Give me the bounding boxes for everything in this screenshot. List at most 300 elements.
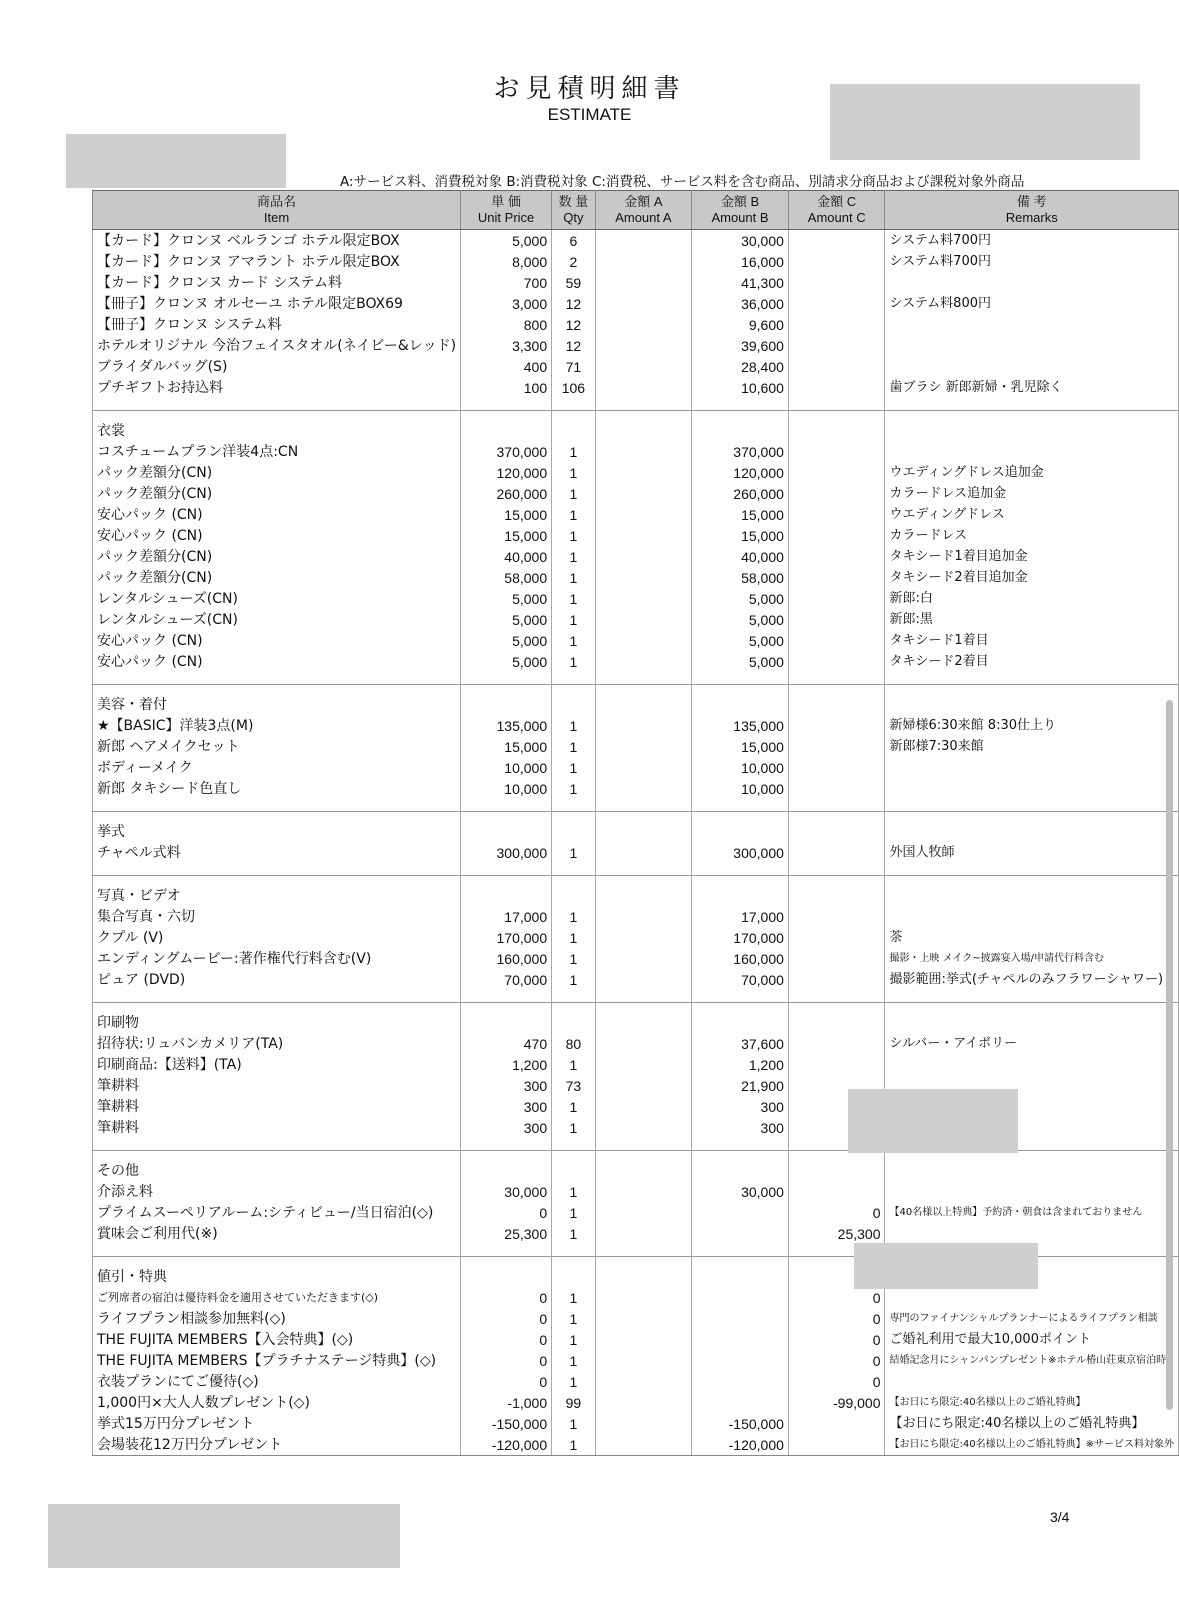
empty-cell bbox=[552, 863, 596, 876]
empty-cell bbox=[788, 990, 885, 1003]
empty-cell bbox=[692, 411, 789, 442]
amount-c bbox=[788, 356, 885, 377]
item-name: ライフプラン相談参加無料(◇) bbox=[93, 1308, 461, 1329]
empty-cell bbox=[93, 398, 461, 411]
amount-b: 36,000 bbox=[692, 293, 789, 314]
remarks bbox=[885, 757, 1179, 778]
remarks: カラードレス追加金 bbox=[885, 483, 1179, 504]
amount-c: 0 bbox=[788, 1202, 885, 1223]
item-name: 筆耕料 bbox=[93, 1117, 461, 1138]
table-row bbox=[93, 609, 1179, 630]
empty-cell bbox=[461, 812, 552, 843]
table-row bbox=[93, 1350, 1179, 1371]
empty-cell bbox=[552, 1003, 596, 1034]
empty-cell bbox=[788, 672, 885, 685]
amount-c: 25,300 bbox=[788, 1223, 885, 1244]
unit-price: 700 bbox=[461, 272, 552, 293]
amount-c bbox=[788, 927, 885, 948]
amount-a bbox=[595, 462, 691, 483]
amount-c bbox=[788, 842, 885, 863]
remarks: タキシード1着目 bbox=[885, 630, 1179, 651]
scrollbar[interactable] bbox=[1166, 700, 1173, 1410]
empty-cell bbox=[788, 812, 885, 843]
amount-c bbox=[788, 441, 885, 462]
table-row bbox=[93, 588, 1179, 609]
quantity: 1 bbox=[552, 1287, 596, 1308]
item-name: レンタルシューズ(CN) bbox=[93, 609, 461, 630]
amount-a bbox=[595, 927, 691, 948]
unit-price: 800 bbox=[461, 314, 552, 335]
header-unit-price bbox=[461, 191, 552, 230]
empty-cell bbox=[461, 1151, 552, 1182]
amount-a bbox=[595, 1287, 691, 1308]
amount-c bbox=[788, 504, 885, 525]
unit-price: 0 bbox=[461, 1308, 552, 1329]
quantity: 80 bbox=[552, 1033, 596, 1054]
amount-a bbox=[595, 1308, 691, 1329]
item-name: 【カード】クロンヌ カード システム料 bbox=[93, 272, 461, 293]
item-name: プチギフトお持込料 bbox=[93, 377, 461, 398]
empty-cell bbox=[692, 1244, 789, 1257]
amount-b bbox=[692, 1202, 789, 1223]
table-row bbox=[93, 483, 1179, 504]
item-name: チャペル式料 bbox=[93, 842, 461, 863]
quantity: 1 bbox=[552, 588, 596, 609]
amount-b bbox=[692, 1371, 789, 1392]
unit-price: 120,000 bbox=[461, 462, 552, 483]
header-en: Amount A bbox=[615, 210, 672, 225]
table-row bbox=[93, 1329, 1179, 1350]
table-row bbox=[93, 356, 1179, 377]
unit-price: 5,000 bbox=[461, 230, 552, 252]
amount-c bbox=[788, 525, 885, 546]
empty-cell bbox=[461, 398, 552, 411]
amount-b: 15,000 bbox=[692, 504, 789, 525]
unit-price: 300 bbox=[461, 1117, 552, 1138]
unit-price: 40,000 bbox=[461, 546, 552, 567]
page-number: 3/4 bbox=[1050, 1509, 1070, 1525]
amount-a bbox=[595, 906, 691, 927]
header-jp: 金額 B bbox=[720, 194, 760, 209]
empty-cell bbox=[93, 863, 461, 876]
unit-price: 3,000 bbox=[461, 293, 552, 314]
header-item bbox=[93, 191, 461, 230]
remarks: ウエディングドレス追加金 bbox=[885, 462, 1179, 483]
quantity: 2 bbox=[552, 251, 596, 272]
table-row bbox=[93, 927, 1179, 948]
amount-b: 5,000 bbox=[692, 609, 789, 630]
amount-a bbox=[595, 230, 691, 252]
item-name: 安心パック (CN) bbox=[93, 651, 461, 672]
empty-cell bbox=[552, 685, 596, 716]
remarks bbox=[885, 272, 1179, 293]
unit-price: 15,000 bbox=[461, 504, 552, 525]
quantity: 71 bbox=[552, 356, 596, 377]
amount-c bbox=[788, 1054, 885, 1075]
quantity: 1 bbox=[552, 1117, 596, 1138]
table-header-row bbox=[93, 191, 1179, 230]
quantity: 1 bbox=[552, 1413, 596, 1434]
remarks: システム料800円 bbox=[885, 293, 1179, 314]
table-row bbox=[93, 546, 1179, 567]
unit-price: 0 bbox=[461, 1371, 552, 1392]
empty-cell bbox=[692, 1257, 789, 1288]
unit-price: 17,000 bbox=[461, 906, 552, 927]
empty-cell bbox=[595, 863, 691, 876]
empty-cell bbox=[788, 1151, 885, 1182]
amount-a bbox=[595, 736, 691, 757]
amount-a bbox=[595, 356, 691, 377]
amount-a bbox=[595, 567, 691, 588]
redacted-block-bottom-left bbox=[48, 1504, 400, 1568]
amount-b: 370,000 bbox=[692, 441, 789, 462]
amount-a bbox=[595, 483, 691, 504]
header-qty bbox=[552, 191, 596, 230]
section-title: 写真・ビデオ bbox=[93, 876, 461, 907]
amount-c bbox=[788, 715, 885, 736]
item-name: エンディングムービー:著作権代行料含む(V) bbox=[93, 948, 461, 969]
amount-b: 16,000 bbox=[692, 251, 789, 272]
amount-a bbox=[595, 1117, 691, 1138]
header-en: Amount B bbox=[711, 210, 769, 225]
quantity: 1 bbox=[552, 441, 596, 462]
table-row bbox=[93, 293, 1179, 314]
amount-a bbox=[595, 948, 691, 969]
unit-price: 70,000 bbox=[461, 969, 552, 990]
quantity: 1 bbox=[552, 630, 596, 651]
amount-a bbox=[595, 1413, 691, 1434]
item-name: 印刷商品:【送料】(TA) bbox=[93, 1054, 461, 1075]
remarks: 専門のファイナンシャルプランナーによるライフプラン相談 bbox=[885, 1308, 1179, 1329]
quantity: 1 bbox=[552, 1371, 596, 1392]
header-jp: 数 量 bbox=[558, 194, 589, 209]
table-row bbox=[93, 630, 1179, 651]
amount-c bbox=[788, 1413, 885, 1434]
remarks bbox=[885, 1181, 1179, 1202]
header-jp: 備 考 bbox=[1016, 194, 1047, 209]
remarks bbox=[885, 356, 1179, 377]
item-name: 会場装花12万円分プレゼント bbox=[93, 1434, 461, 1456]
amount-a bbox=[595, 1096, 691, 1117]
item-name: 集合写真・六切 bbox=[93, 906, 461, 927]
section-title: 印刷物 bbox=[93, 1003, 461, 1034]
table-row bbox=[93, 1287, 1179, 1308]
document-subtitle: ESTIMATE bbox=[547, 105, 632, 124]
empty-cell bbox=[595, 685, 691, 716]
table-row bbox=[93, 462, 1179, 483]
table-row bbox=[93, 736, 1179, 757]
amount-a bbox=[595, 1392, 691, 1413]
amount-c bbox=[788, 462, 885, 483]
unit-price: 5,000 bbox=[461, 630, 552, 651]
empty-cell bbox=[595, 1257, 691, 1288]
item-name: ボディーメイク bbox=[93, 757, 461, 778]
item-name: 【カード】クロンヌ ベルランゴ ホテル限定BOX bbox=[93, 230, 461, 252]
empty-cell bbox=[788, 685, 885, 716]
item-name: レンタルシューズ(CN) bbox=[93, 588, 461, 609]
amount-b: 120,000 bbox=[692, 462, 789, 483]
amount-b: 41,300 bbox=[692, 272, 789, 293]
table-row bbox=[93, 1308, 1179, 1329]
header-en: Amount C bbox=[807, 210, 866, 225]
amount-a bbox=[595, 757, 691, 778]
item-name: コスチュームプラン洋装4点:CN bbox=[93, 441, 461, 462]
amount-a bbox=[595, 842, 691, 863]
amount-a bbox=[595, 778, 691, 799]
item-name: ブライダルバッグ(S) bbox=[93, 356, 461, 377]
unit-price: 5,000 bbox=[461, 651, 552, 672]
remarks: タキシード2着目追加金 bbox=[885, 567, 1179, 588]
amount-a bbox=[595, 969, 691, 990]
table-row bbox=[93, 1434, 1179, 1456]
amount-c bbox=[788, 969, 885, 990]
item-name: 介添え料 bbox=[93, 1181, 461, 1202]
amount-b: 300,000 bbox=[692, 842, 789, 863]
unit-price: 135,000 bbox=[461, 715, 552, 736]
amount-c bbox=[788, 630, 885, 651]
table-row bbox=[93, 1392, 1179, 1413]
empty-cell bbox=[461, 411, 552, 442]
table-row bbox=[93, 441, 1179, 462]
amount-b: 10,000 bbox=[692, 778, 789, 799]
empty-cell bbox=[595, 398, 691, 411]
remarks bbox=[885, 1287, 1179, 1308]
table-row bbox=[93, 651, 1179, 672]
unit-price: 370,000 bbox=[461, 441, 552, 462]
quantity: 1 bbox=[552, 927, 596, 948]
item-name: パック差額分(CN) bbox=[93, 546, 461, 567]
section-title: 美容・着付 bbox=[93, 685, 461, 716]
unit-price: 15,000 bbox=[461, 525, 552, 546]
amount-a bbox=[595, 1202, 691, 1223]
section-title: 衣裳 bbox=[93, 411, 461, 442]
table-row bbox=[93, 906, 1179, 927]
empty-cell bbox=[595, 1138, 691, 1151]
empty-cell bbox=[692, 812, 789, 843]
quantity: 12 bbox=[552, 335, 596, 356]
empty-cell bbox=[788, 1003, 885, 1034]
unit-price: 100 bbox=[461, 377, 552, 398]
remarks bbox=[885, 906, 1179, 927]
empty-cell bbox=[552, 799, 596, 812]
unit-price: 8,000 bbox=[461, 251, 552, 272]
amount-c bbox=[788, 757, 885, 778]
item-name: パック差額分(CN) bbox=[93, 462, 461, 483]
table-row bbox=[93, 230, 1179, 252]
remarks: 新郎:黒 bbox=[885, 609, 1179, 630]
document-title: お見積明細書 bbox=[493, 74, 686, 104]
item-name: 1,000円×大人人数プレゼント(◇) bbox=[93, 1392, 461, 1413]
redacted-block-other bbox=[854, 1243, 1038, 1289]
amount-a bbox=[595, 272, 691, 293]
empty-cell bbox=[461, 685, 552, 716]
remarks: ご婚礼利用で最大10,000ポイント bbox=[885, 1329, 1179, 1350]
table-row bbox=[93, 1223, 1179, 1244]
amount-b bbox=[692, 1308, 789, 1329]
unit-price: 300 bbox=[461, 1096, 552, 1117]
item-name: 筆耕料 bbox=[93, 1075, 461, 1096]
amount-c bbox=[788, 1033, 885, 1054]
amount-b: 17,000 bbox=[692, 906, 789, 927]
quantity: 1 bbox=[552, 715, 596, 736]
amount-c bbox=[788, 314, 885, 335]
amount-c: 0 bbox=[788, 1350, 885, 1371]
table-row bbox=[93, 969, 1179, 990]
remarks: 外国人牧師 bbox=[885, 842, 1179, 863]
quantity: 1 bbox=[552, 1202, 596, 1223]
table-row bbox=[93, 778, 1179, 799]
empty-cell bbox=[461, 799, 552, 812]
item-name: 安心パック (CN) bbox=[93, 525, 461, 546]
empty-cell bbox=[552, 1244, 596, 1257]
header-en: Item bbox=[263, 210, 290, 225]
amount-b bbox=[692, 1329, 789, 1350]
quantity: 1 bbox=[552, 1096, 596, 1117]
empty-cell bbox=[692, 672, 789, 685]
amount-a bbox=[595, 1054, 691, 1075]
header-remarks bbox=[885, 191, 1179, 230]
empty-cell bbox=[692, 990, 789, 1003]
empty-cell bbox=[692, 1003, 789, 1034]
empty-cell bbox=[692, 1138, 789, 1151]
empty-cell bbox=[885, 863, 1179, 876]
remarks bbox=[885, 1371, 1179, 1392]
remarks: 新婦様6:30来館 8:30仕上り bbox=[885, 715, 1179, 736]
quantity: 1 bbox=[552, 1223, 596, 1244]
remarks: 【40名様以上特典】予約済・朝食は含まれておりません bbox=[885, 1202, 1179, 1223]
item-name: ホテルオリジナル 今治フェイスタオル(ネイビー&レッド) bbox=[93, 335, 461, 356]
amount-a bbox=[595, 588, 691, 609]
empty-cell bbox=[552, 876, 596, 907]
item-name: 安心パック (CN) bbox=[93, 504, 461, 525]
header-amount-c bbox=[788, 191, 885, 230]
unit-price: 160,000 bbox=[461, 948, 552, 969]
empty-cell bbox=[885, 799, 1179, 812]
remarks: 茶 bbox=[885, 927, 1179, 948]
amount-b: 37,600 bbox=[692, 1033, 789, 1054]
quantity: 1 bbox=[552, 1329, 596, 1350]
remarks: 【お日にち限定:40名様以上のご婚礼特典】 bbox=[885, 1413, 1179, 1434]
empty-cell bbox=[595, 1244, 691, 1257]
amount-b bbox=[692, 1350, 789, 1371]
amount-c bbox=[788, 609, 885, 630]
amount-b: -120,000 bbox=[692, 1434, 789, 1456]
remarks: 撮影・上映 メイク~披露宴入場/申請代行料含む bbox=[885, 948, 1179, 969]
empty-cell bbox=[552, 398, 596, 411]
header-amount-b bbox=[692, 191, 789, 230]
item-name: 新郎 タキシード色直し bbox=[93, 778, 461, 799]
table-row bbox=[93, 1181, 1179, 1202]
unit-price: -150,000 bbox=[461, 1413, 552, 1434]
quantity: 1 bbox=[552, 778, 596, 799]
amount-c bbox=[788, 230, 885, 252]
empty-cell bbox=[93, 1138, 461, 1151]
empty-cell bbox=[692, 1151, 789, 1182]
empty-cell bbox=[552, 990, 596, 1003]
amount-a bbox=[595, 630, 691, 651]
amount-b: 260,000 bbox=[692, 483, 789, 504]
table-row bbox=[93, 1202, 1179, 1223]
amount-b: 15,000 bbox=[692, 736, 789, 757]
amount-a bbox=[595, 715, 691, 736]
table-row bbox=[93, 504, 1179, 525]
section-gap bbox=[93, 672, 1179, 685]
empty-cell bbox=[885, 672, 1179, 685]
remarks: 撮影範囲:挙式(チャペルのみフラワーシャワー) bbox=[885, 969, 1179, 990]
amount-c bbox=[788, 293, 885, 314]
amount-b: 170,000 bbox=[692, 927, 789, 948]
table-row bbox=[93, 1033, 1179, 1054]
amount-c bbox=[788, 377, 885, 398]
section-row bbox=[93, 1151, 1179, 1182]
empty-cell bbox=[595, 411, 691, 442]
quantity: 99 bbox=[552, 1392, 596, 1413]
quantity: 1 bbox=[552, 567, 596, 588]
unit-price: 5,000 bbox=[461, 588, 552, 609]
unit-price: 0 bbox=[461, 1329, 552, 1350]
table-row bbox=[93, 948, 1179, 969]
empty-cell bbox=[93, 990, 461, 1003]
amount-a bbox=[595, 609, 691, 630]
empty-cell bbox=[461, 876, 552, 907]
amount-c: 0 bbox=[788, 1287, 885, 1308]
empty-cell bbox=[692, 398, 789, 411]
amount-b: 39,600 bbox=[692, 335, 789, 356]
amount-b: 15,000 bbox=[692, 525, 789, 546]
empty-cell bbox=[788, 876, 885, 907]
empty-cell bbox=[93, 799, 461, 812]
table-row bbox=[93, 377, 1179, 398]
amount-b: 28,400 bbox=[692, 356, 789, 377]
section-gap bbox=[93, 863, 1179, 876]
header-en: Qty bbox=[563, 210, 584, 225]
empty-cell bbox=[595, 990, 691, 1003]
header-en: Unit Price bbox=[477, 210, 535, 225]
item-name: 筆耕料 bbox=[93, 1096, 461, 1117]
amount-b: 1,200 bbox=[692, 1054, 789, 1075]
item-name: 賞味会ご利用代(※) bbox=[93, 1223, 461, 1244]
item-name: THE FUJITA MEMBERS【入会特典】(◇) bbox=[93, 1329, 461, 1350]
item-name: THE FUJITA MEMBERS【プラチナステージ特典】(◇) bbox=[93, 1350, 461, 1371]
table-row bbox=[93, 757, 1179, 778]
quantity: 1 bbox=[552, 969, 596, 990]
quantity: 73 bbox=[552, 1075, 596, 1096]
amount-a bbox=[595, 377, 691, 398]
quantity: 59 bbox=[552, 272, 596, 293]
item-name: 新郎 ヘアメイクセット bbox=[93, 736, 461, 757]
empty-cell bbox=[885, 398, 1179, 411]
remarks bbox=[885, 441, 1179, 462]
empty-cell bbox=[692, 863, 789, 876]
amount-b: 300 bbox=[692, 1096, 789, 1117]
item-name: プライムスーペリアルーム:シティビュー/当日宿泊(◇) bbox=[93, 1202, 461, 1223]
amount-a bbox=[595, 1434, 691, 1456]
section-title: 挙式 bbox=[93, 812, 461, 843]
item-name: ピュア (DVD) bbox=[93, 969, 461, 990]
amount-b: 5,000 bbox=[692, 588, 789, 609]
empty-cell bbox=[885, 1151, 1179, 1182]
amount-c bbox=[788, 1181, 885, 1202]
amount-c bbox=[788, 483, 885, 504]
empty-cell bbox=[595, 799, 691, 812]
item-name: 衣装プランにてご優待(◇) bbox=[93, 1371, 461, 1392]
amount-b: -150,000 bbox=[692, 1413, 789, 1434]
amount-c bbox=[788, 588, 885, 609]
remarks: カラードレス bbox=[885, 525, 1179, 546]
quantity: 1 bbox=[552, 842, 596, 863]
remarks: 歯ブラシ 新郎新婦・乳児除く bbox=[885, 377, 1179, 398]
item-name: クプル (V) bbox=[93, 927, 461, 948]
